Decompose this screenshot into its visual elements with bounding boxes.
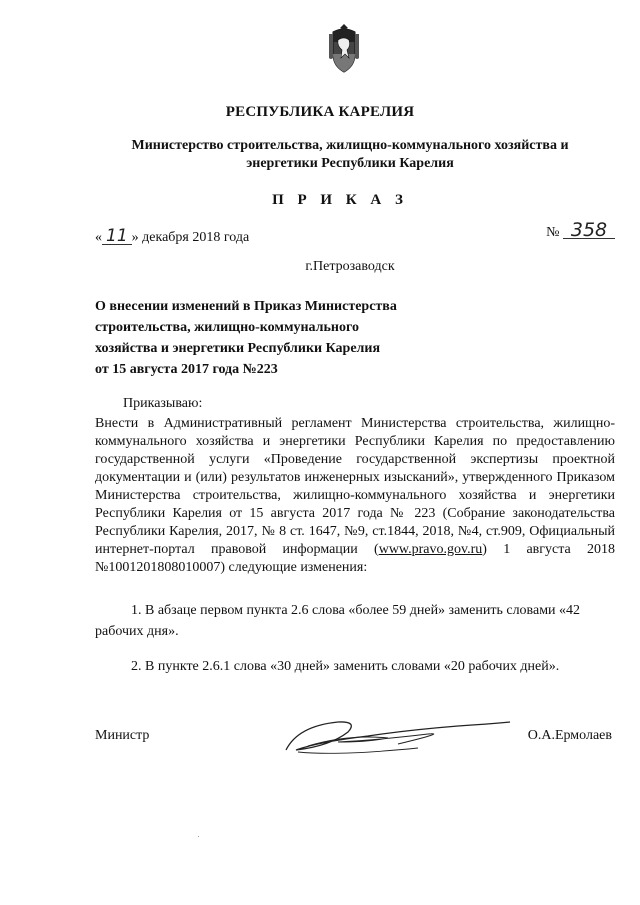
- paragraph-part-2: ) 1 августа 2018 №1001201808010007) следующие изменения:: [95, 542, 615, 575]
- subject-line-3: хозяйства и энергетики Республики Карелия: [95, 341, 381, 356]
- subject-line-2: строительства, жилищно-коммунального: [95, 320, 360, 335]
- order-item-2: 2. В пункте 2.6.1 слова «30 дней» заменить словами «20 рабочих дней».: [131, 659, 560, 674]
- subject-line-1: О внесении изменений в Приказ Министерства: [95, 299, 397, 314]
- ministry-line-2: энергетики Республики Карелия: [246, 156, 454, 171]
- order-month-year: » декабря 2018 года: [131, 230, 250, 245]
- open-quote: «: [95, 230, 102, 245]
- order-number: [546, 219, 615, 241]
- subject-line-4: от 15 августа 2017 года №223: [95, 362, 278, 377]
- handwritten-signature: [278, 712, 518, 760]
- signer-name: О.А.Ермолаев: [527, 728, 612, 743]
- date-row: [95, 219, 615, 246]
- position-title: Министр: [95, 728, 150, 743]
- pravo-link[interactable]: www.pravo.gov.ru: [378, 542, 483, 557]
- number-label: №: [546, 225, 560, 240]
- order-item-1: 1. В абзаце первом пункта 2.6 слова «более 59 дней» заменить словами «42 рабочих дня».: [95, 603, 581, 639]
- ministry-line-1: Министерство строительства, жилищно-коммунального хозяйства и: [131, 138, 569, 153]
- city: г.Петрозаводск: [305, 259, 395, 274]
- order-number-handwritten: 358: [563, 222, 615, 239]
- republic-title: РЕСПУБЛИКА КАРЕЛИЯ: [225, 104, 415, 120]
- order-body: [95, 395, 615, 577]
- ministry-name: [80, 137, 620, 173]
- order-main-paragraph: [95, 415, 615, 577]
- order-intro: Приказываю:: [123, 396, 203, 411]
- order-day-handwritten: 11: [102, 228, 132, 245]
- order-subject: [95, 296, 415, 380]
- paragraph-part-1: Внести в Административный регламент Министерства строительства, жилищно-коммунального хозяйства и энергетики Республики Карелия по предоставлению государственной услуги «Проведение государственной экспертизы проектной документации и (или) результатов инженерных изысканий», утвержденного Приказом Министерства строительства, жилищно-коммунального хозяйства и энергетики Республики Карелия от 15 августа 2017 года № 223 (Собрание законодательства Республики Карелия, 2017, № 8 ст. 1647, №9, ст.1844, 2018, №4, ст.909, Официальный интернет-портал правовой информации (: [95, 416, 615, 557]
- order-date: [95, 228, 249, 246]
- scan-speck: [198, 836, 199, 837]
- document-type: П Р И К А З: [272, 192, 408, 208]
- coat-of-arms-icon: [327, 24, 361, 74]
